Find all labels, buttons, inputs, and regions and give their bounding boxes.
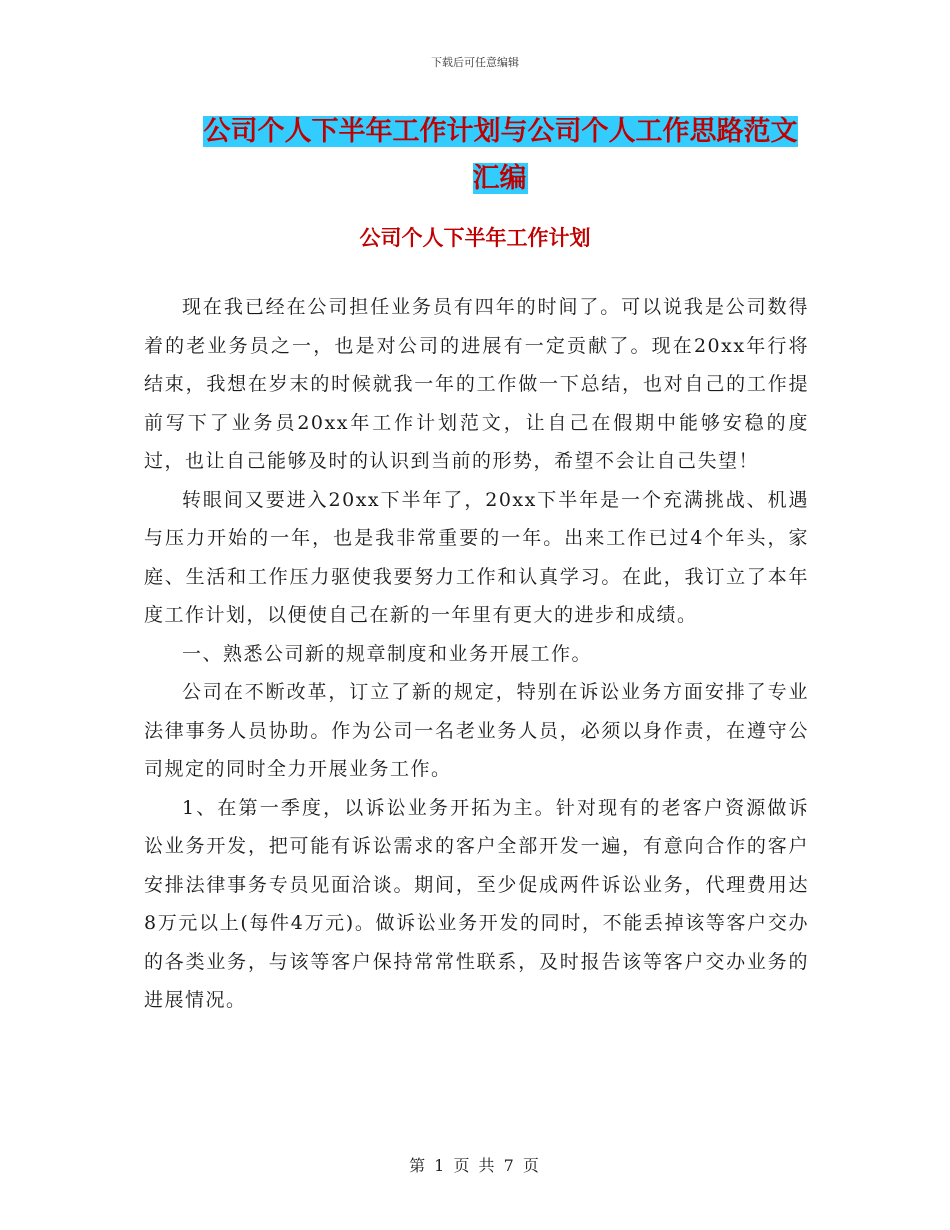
paragraph: 1、在第一季度，以诉讼业务开拓为主。针对现有的老客户资源做诉讼业务开发，把可能有诉讼需求的客户全部开发一遍，有意向合作的客户安排法律事务专员见面洽谈。期间，至少促成两件诉讼业务，代理费用达8万元以上(每件4万元)。做诉讼业务开发的同时，不能丢掉该等客户交办的各类业务，与该等客户保持常常性联系，及时报告该等客户交办业务的进展情况。 bbox=[144, 796, 809, 1011]
section-title: 公司个人下半年工作计划 bbox=[359, 226, 591, 250]
page-number: 第 1 页 共 7 页 bbox=[409, 1156, 541, 1175]
paragraph: 一、熟悉公司新的规章制度和业务开展工作。 bbox=[182, 642, 593, 665]
paragraph: 公司在不断改革，订立了新的规定，特别在诉讼业务方面安排了专业法律事务人员协助。作为公司一名老业务人员，必须以身作责，在遵守公司规定的同时全力开展业务工作。 bbox=[144, 681, 809, 780]
document-title bbox=[190, 108, 810, 202]
document-title-text: 公司个人下半年工作计划与公司个人工作思路范文汇编 bbox=[203, 116, 798, 194]
paragraph: 现在我已经在公司担任业务员有四年的时间了。可以说我是公司数得着的老业务员之一，也是对公司的进展有一定贡献了。现在20xx年行将结束，我想在岁末的时候就我一年的工作做一下总结，也对自己的工作提前写下了业务员20xx年工作计划范文，让自己在假期中能够安稳的度过，也让自己能够及时的认识到当前的形势，希望不会让自己失望！ bbox=[144, 296, 809, 472]
header-note: 下载后可任意编辑 bbox=[431, 56, 519, 69]
paragraph: 转眼间又要进入20xx下半年了，20xx下半年是一个充满挑战、机遇与压力开始的一年，也是我非常重要的一年。出来工作已过4个年头，家庭、生活和工作压力驱使我要努力工作和认真学习。在此，我订立了本年度工作计划，以便使自己在新的一年里有更大的进步和成绩。 bbox=[144, 488, 809, 626]
document-body bbox=[144, 288, 809, 1020]
